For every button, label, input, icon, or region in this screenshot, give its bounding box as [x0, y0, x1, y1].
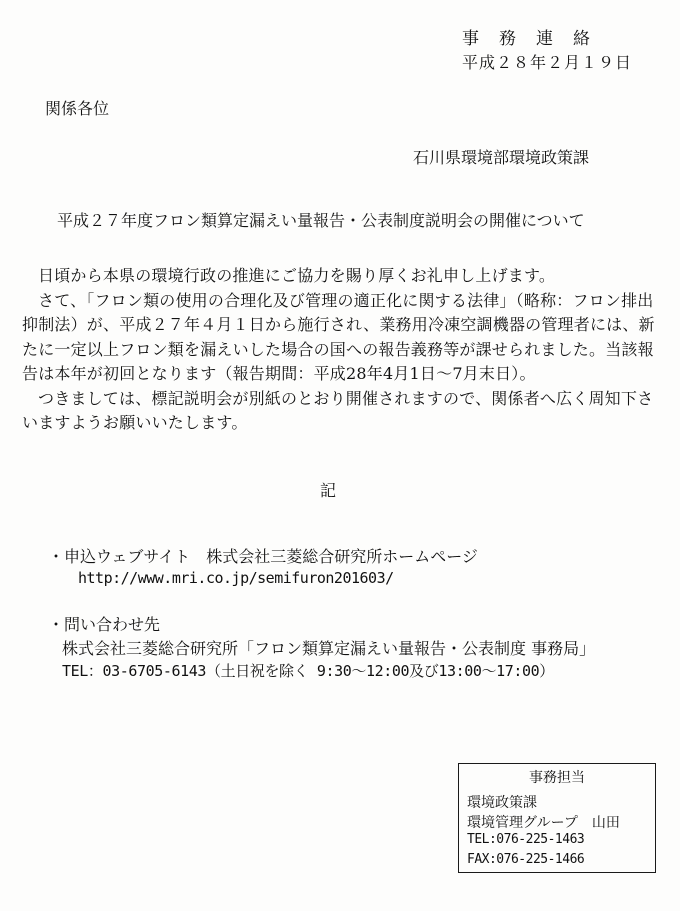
- contact-box: [458, 763, 656, 873]
- website-label: ・申込ウェブサイト 株式会社三菱総合研究所ホームページ: [48, 547, 478, 566]
- document-type: 事務連絡: [462, 29, 610, 49]
- body-paragraph-1: 日頃から本県の環境行政の推進にご協力を賜り厚くお礼申し上げます。: [38, 266, 556, 285]
- contact-box-division: 環境政策課: [467, 795, 537, 811]
- contact-telephone: TEL：03-6705-6143（土日祝を除く 9:30～12:00及び13:00～17:00）: [62, 662, 554, 680]
- contact-label: ・問い合わせ先: [48, 615, 161, 634]
- document-date: 平成２８年２月１９日: [462, 53, 633, 72]
- contact-box-fax: FAX:076-225-1466: [467, 852, 585, 867]
- contact-box-tel: TEL:076-225-1463: [467, 832, 585, 847]
- contact-box-title: 事務担当: [529, 770, 585, 786]
- website-url-link[interactable]: http://www.mri.co.jp/semifuron201603/: [78, 569, 394, 587]
- ki-heading: 記: [320, 481, 337, 500]
- sender: 石川県環境部環境政策課: [413, 148, 590, 167]
- body-text: [22, 264, 662, 436]
- contact-organization: 株式会社三菱総合研究所「フロン類算定漏えい量報告・公表制度 事務局」: [62, 639, 596, 658]
- body-paragraph-2: さて、「フロン類の使用の合理化及び管理の適正化に関する法律」（略称：フロン排出抑制法）が、平成２７年４月１日から施行され、業務用冷凍空調機器の管理者には、新たに一定以上フロン類を漏えいした場合の国への報告義務等が課せられました。当該報告は本年が初回となります（報告期間：平成28年4月1日～7月末日）。: [22, 290, 655, 383]
- subject-title: 平成２７年度フロン類算定漏えい量報告・公表制度説明会の開催について: [57, 211, 585, 230]
- addressee: 関係各位: [45, 99, 110, 118]
- body-paragraph-3: つきましては、標記説明会が別紙のとおり開催されますので、関係者へ広く周知下さいますようお願いいたします。: [22, 388, 654, 432]
- contact-box-group-person: 環境管理グループ 山田: [467, 815, 620, 831]
